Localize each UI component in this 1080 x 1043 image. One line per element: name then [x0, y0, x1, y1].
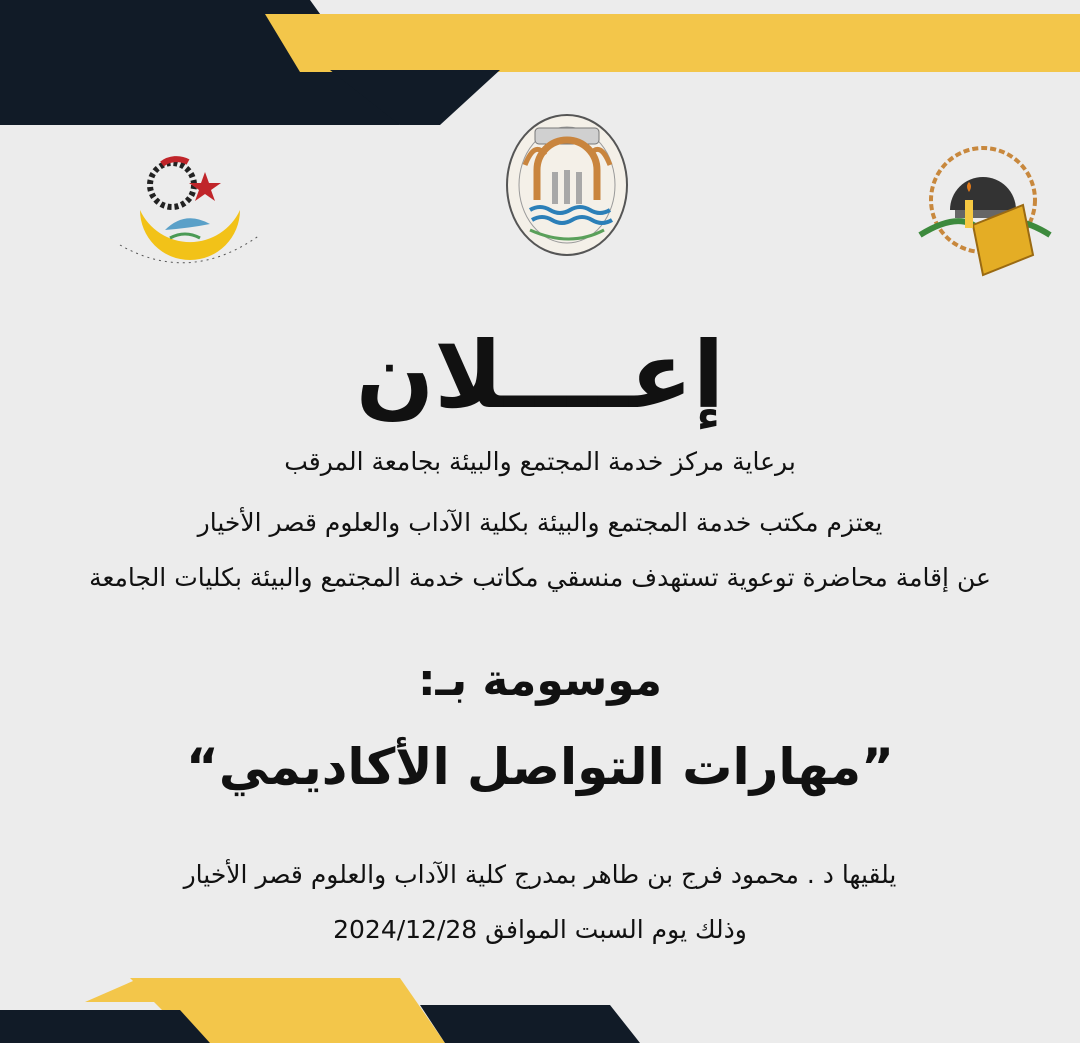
purpose-line: عن إقامة محاضرة توعوية تستهدف منسقي مكاتب خدمة المجتمع والبيئة بكليات الجامعة	[89, 563, 991, 592]
announcement-heading: إعــــلان	[355, 322, 725, 429]
speaker-line: يلقيها د . محمود فرج بن طاهر بمدرج كلية الآداب والعلوم قصر الأخيار	[183, 860, 897, 889]
date-line: وذلك يوم السبت الموافق 2024/12/28	[333, 915, 747, 944]
sponsor-line: برعاية مركز خدمة المجتمع والبيئة بجامعة المرقب	[284, 447, 796, 476]
lecture-title: ”مهارات التواصل الأكاديمي“	[186, 738, 894, 796]
organizer-line: يعتزم مكتب خدمة المجتمع والبيئة بكلية الآداب والعلوم قصر الأخيار	[197, 508, 883, 537]
college-logo-right	[915, 140, 1055, 285]
university-seal-icon	[507, 115, 627, 255]
dome-scroll-emblem-icon	[920, 148, 1050, 275]
university-logo-center	[500, 110, 635, 260]
titled-label: موسومة بـ:	[417, 655, 663, 706]
faculty-logo-left	[110, 150, 270, 290]
bottom-navy-right	[420, 1005, 640, 1043]
top-gold-band	[265, 14, 1080, 72]
bottom-navy-left	[0, 1010, 210, 1043]
crescent-star-emblem-icon	[120, 159, 260, 263]
